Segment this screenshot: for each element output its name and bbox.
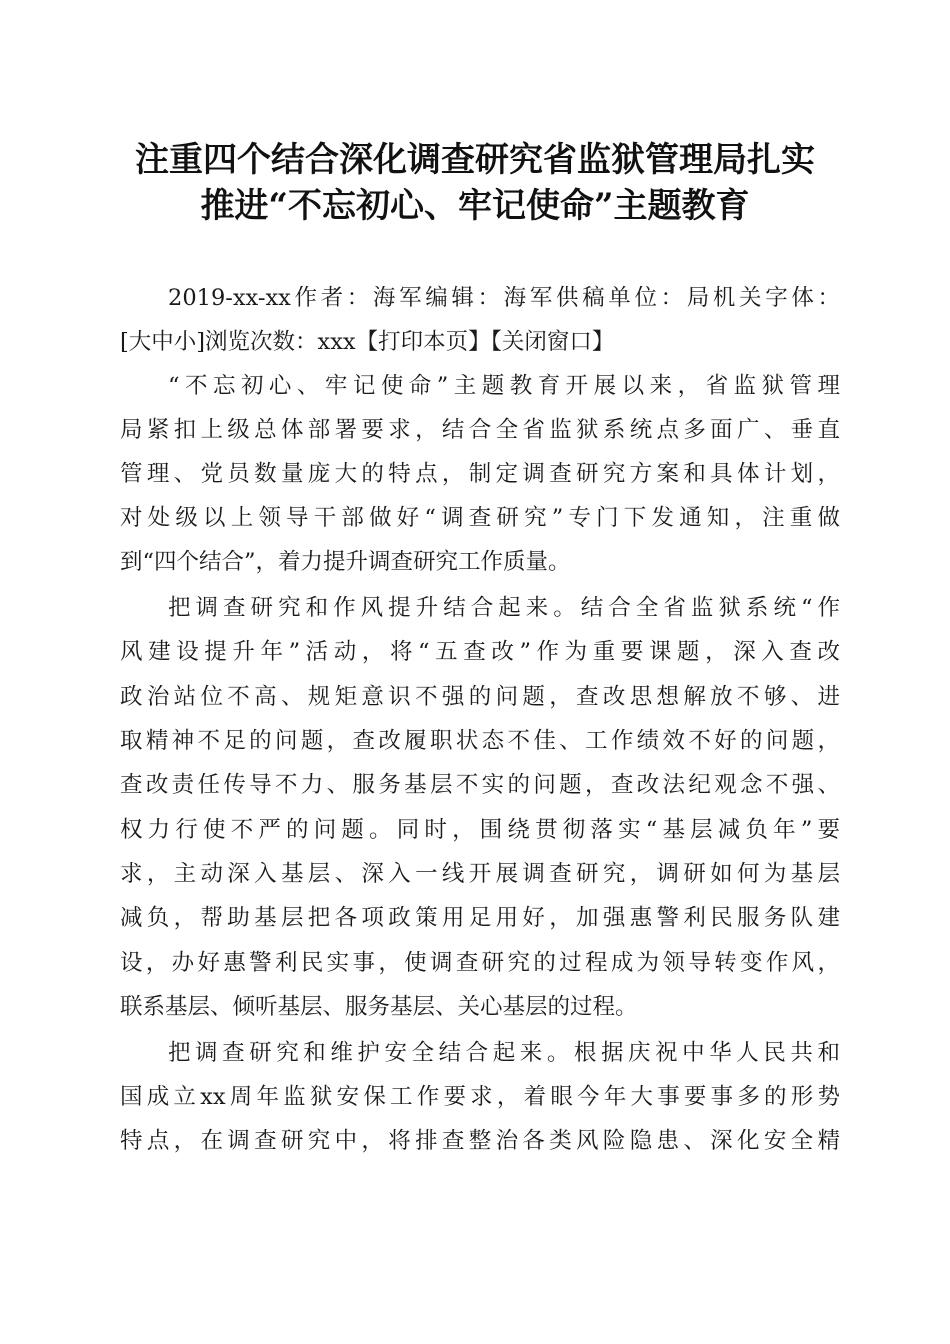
document-title-line-2: 推进“不忘初心、牢记使命”主题教育 bbox=[200, 186, 750, 226]
meta-line-1: 2019-xx-xx作者：海军编辑：海军供稿单位：局机关字体： bbox=[168, 285, 840, 311]
paragraph-2-line-7: 求，主动深入基层、深入一线开展调查研究，调研如何为基层 bbox=[120, 861, 840, 887]
paragraph-2-line-1: 把调查研究和作风提升结合起来。结合全省监狱系统“作 bbox=[168, 595, 840, 621]
paragraph-3-line-2: 国成立xx周年监狱安保工作要求，着眼今年大事要事多的形势 bbox=[120, 1084, 840, 1110]
meta-line-2: [大中小]浏览次数：xxx【打印本页】【关闭窗口】 bbox=[120, 329, 615, 355]
paragraph-2-line-6: 权力行使不严的问题。同时，围绕贯彻落实“基层减负年”要 bbox=[120, 817, 840, 843]
paragraph-2-line-10: 联系基层、倾听基层、服务基层、关心基层的过程。 bbox=[120, 994, 638, 1020]
paragraph-1-line-1: “不忘初心、牢记使命”主题教育开展以来，省监狱管理 bbox=[168, 373, 840, 399]
document-title-line-1: 注重四个结合深化调查研究省监狱管理局扎实 bbox=[135, 140, 815, 180]
paragraph-1-line-2: 局紧扣上级总体部署要求，结合全省监狱系统点多面广、垂直 bbox=[120, 417, 840, 443]
paragraph-3-line-1: 把调查研究和维护安全结合起来。根据庆祝中华人民共和 bbox=[168, 1040, 840, 1066]
paragraph-2-line-2: 风建设提升年”活动，将“五查改”作为重要课题，深入查改 bbox=[120, 639, 840, 665]
paragraph-1-line-3: 管理、党员数量庞大的特点，制定调查研究方案和具体计划， bbox=[120, 461, 840, 487]
paragraph-2-line-4: 取精神不足的问题，查改履职状态不佳、工作绩效不好的问题， bbox=[120, 728, 840, 754]
paragraph-1-line-5: 到“四个结合”，着力提升调查研究工作质量。 bbox=[120, 549, 571, 575]
paragraph-2-line-8: 减负，帮助基层把各项政策用足用好，加强惠警利民服务队建 bbox=[120, 905, 840, 931]
paragraph-3-line-3: 特点，在调查研究中，将排查整治各类风险隐患、深化安全精 bbox=[120, 1128, 840, 1154]
paragraph-2-line-9: 设，办好惠警利民实事，使调查研究的过程成为领导转变作风， bbox=[120, 950, 840, 976]
paragraph-1-line-4: 对处级以上领导干部做好“调查研究”专门下发通知，注重做 bbox=[120, 505, 840, 531]
paragraph-2-line-5: 查改责任传导不力、服务基层不实的问题，查改法纪观念不强、 bbox=[120, 772, 840, 798]
paragraph-2-line-3: 政治站位不高、规矩意识不强的问题，查改思想解放不够、进 bbox=[120, 684, 840, 710]
